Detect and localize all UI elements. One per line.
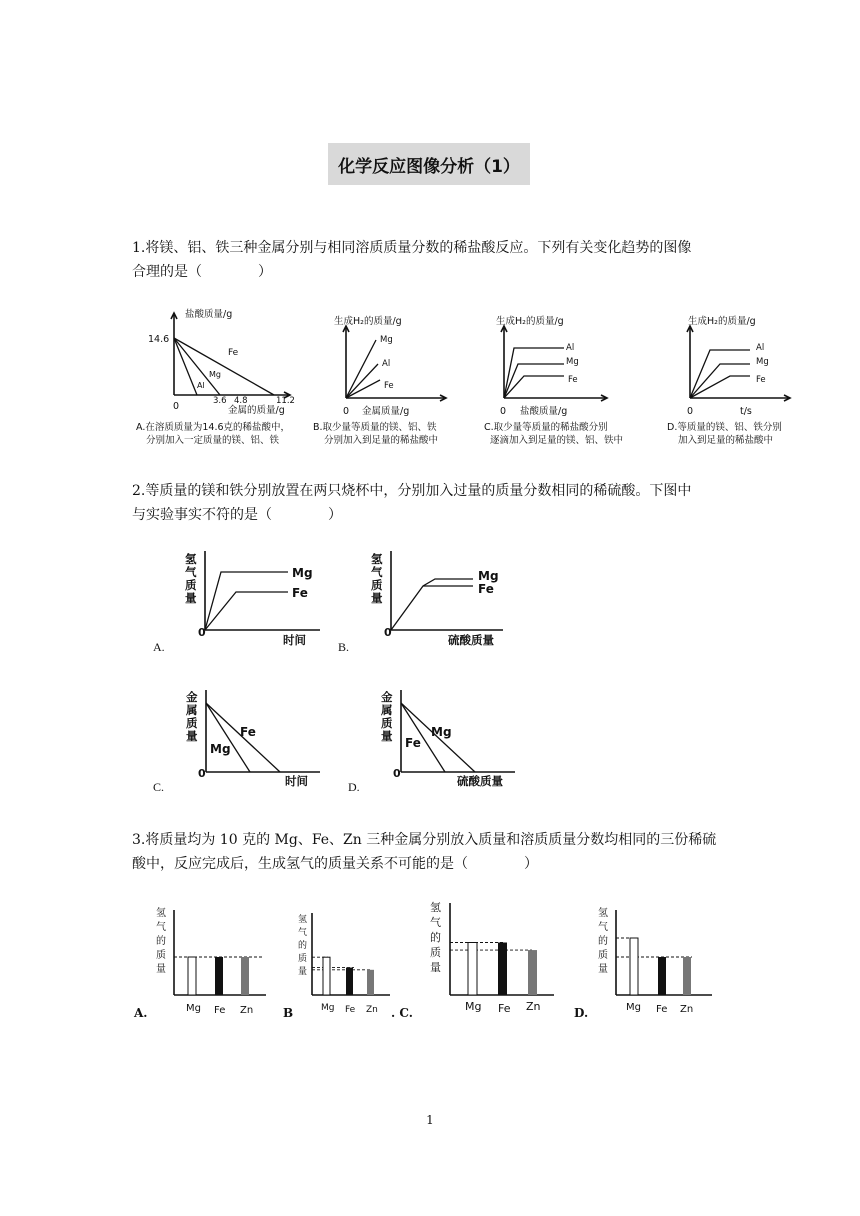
q2c-ylabel-3: 质 <box>186 716 198 730</box>
q2c-label-fe: Fe <box>240 725 256 739</box>
q3-option-d-letter: D. <box>574 1006 589 1020</box>
q2d-label-fe: Fe <box>405 736 421 750</box>
q1c-caption-1: C.取少量等质量的稀盐酸分别 <box>484 422 608 433</box>
q1d-caption-2: 加入到足量的稀盐酸中 <box>678 435 774 446</box>
q2b-label-fe: Fe <box>478 582 494 596</box>
q3b-bar-fe <box>346 968 353 995</box>
q2c-origin: 0 <box>198 767 206 780</box>
q2-text-line2: 与实验事实不符的是（ ） <box>132 507 342 523</box>
q3a-label-mg: Mg <box>186 1003 201 1014</box>
q2d-ylabel-3: 质 <box>381 716 393 730</box>
q2b-ylabel-4: 量 <box>371 591 383 605</box>
q3a-ylabel-5: 量 <box>156 964 166 975</box>
q1b-caption-2: 分别加入到足量的稀盐酸中 <box>324 435 439 446</box>
q2b-label-mg: Mg <box>478 569 499 583</box>
q3a-ylabel-3: 的 <box>156 936 166 947</box>
q2d-ylabel-4: 量 <box>381 729 393 743</box>
q3c-bar-fe <box>498 943 507 996</box>
q2a-ylabel-3: 质 <box>185 578 197 592</box>
q2-text-line1: 2.等质量的镁和铁分别放置在两只烧杯中，分别加入过量的质量分数相同的稀硫酸。下图中 <box>132 483 692 499</box>
q2b-origin: 0 <box>384 626 392 639</box>
q3-option-c-letter: . C. <box>391 1006 413 1020</box>
q3c-ylabel-5: 量 <box>430 961 441 974</box>
q1a-ylabel: 盐酸质量/g <box>185 309 233 320</box>
q2c-ylabel-1: 金 <box>186 690 198 704</box>
q1d-xlabel: t/s <box>740 406 752 417</box>
q3-chart-c <box>424 895 564 1025</box>
q3d-bar-zn <box>683 957 691 995</box>
q3a-ylabel-2: 气 <box>156 922 166 933</box>
q1-text-line1: 1.将镁、铝、铁三种金属分别与相同溶质质量分数的稀盐酸反应。下列有关变化趋势的图像 <box>132 240 692 256</box>
q1-text-line2: 合理的是（ ） <box>132 264 272 280</box>
q3c-label-mg: Mg <box>465 1000 482 1013</box>
q1b-label-al: Al <box>382 359 391 369</box>
page-title: 化学反应图像分析（1） <box>328 143 530 185</box>
q3c-ylabel-2: 气 <box>430 916 441 929</box>
q2d-ylabel-2: 属 <box>381 703 393 717</box>
q3b-label-zn: Zn <box>366 1005 378 1015</box>
q1a-xlabel: 金属的质量/g <box>228 405 285 416</box>
q1-chart-b <box>316 310 466 420</box>
q1d-label-al: Al <box>756 343 765 353</box>
q3a-label-fe: Fe <box>214 1005 226 1016</box>
q3b-ylabel-5: 量 <box>298 967 308 977</box>
q1b-label-mg: Mg <box>380 335 393 345</box>
q3b-ylabel-2: 气 <box>298 928 308 938</box>
q2-option-d: D. <box>348 780 360 794</box>
q1a-xtick-2: 4.8 <box>234 396 248 406</box>
q3a-bar-fe <box>215 957 223 995</box>
q1c-ylabel: 生成H₂的质量/g <box>496 316 564 327</box>
q1d-ylabel: 生成H₂的质量/g <box>688 316 756 327</box>
q3c-bar-mg <box>468 943 477 996</box>
q2b-ylabel-1: 氢 <box>371 552 383 566</box>
q3a-bar-mg <box>188 957 196 995</box>
q2c-ylabel-4: 量 <box>186 729 198 743</box>
q1-chart-a <box>130 305 300 420</box>
q2c-ylabel-2: 属 <box>186 703 198 717</box>
q2a-origin: 0 <box>198 626 206 639</box>
q1c-label-mg: Mg <box>566 357 579 367</box>
q3d-ylabel-1: 氢 <box>598 908 608 919</box>
page-number: 1 <box>426 1113 434 1127</box>
q1b-label-fe: Fe <box>384 381 394 391</box>
q2d-ylabel-1: 金 <box>381 690 393 704</box>
q2c-label-mg: Mg <box>210 742 231 756</box>
q3d-ylabel-2: 气 <box>598 922 608 933</box>
q1b-caption-1: B.取少量等质量的镁、铝、铁 <box>313 422 437 433</box>
q3b-ylabel-4: 质 <box>298 954 308 964</box>
q3c-ylabel-3: 的 <box>430 931 441 944</box>
q1-chart-d <box>662 310 812 420</box>
q1c-label-al: Al <box>566 343 575 353</box>
q3b-ylabel-1: 氢 <box>298 915 308 925</box>
q2-option-b: B. <box>338 640 350 654</box>
q2b-xlabel: 硫酸质量 <box>448 633 494 647</box>
q2-option-a: A. <box>153 640 165 654</box>
q1a-label-fe: Fe <box>228 348 239 358</box>
q3-chart-a <box>148 900 278 1030</box>
q2d-label-mg: Mg <box>431 725 452 739</box>
q1-chart-c <box>482 310 632 420</box>
q3d-bar-mg <box>630 938 638 995</box>
q1c-caption-2: 逐滴加入到足量的镁、铝、铁中 <box>490 435 624 446</box>
q1c-label-fe: Fe <box>568 375 578 385</box>
q2d-origin: 0 <box>393 767 401 780</box>
q3b-bar-zn <box>367 970 374 995</box>
q2b-ylabel-2: 气 <box>371 565 383 579</box>
q2a-ylabel-1: 氢 <box>185 552 197 566</box>
q3d-ylabel-4: 质 <box>598 950 608 961</box>
q3b-label-fe: Fe <box>345 1005 356 1015</box>
q3a-ylabel-1: 氢 <box>156 908 166 919</box>
q2a-ylabel-4: 量 <box>185 591 197 605</box>
q3b-bar-mg <box>323 957 330 995</box>
q2a-label-mg: Mg <box>292 566 313 580</box>
q3-text-line1: 3.将质量均为 10 克的 Mg、Fe、Zn 三种金属分别放入质量和溶质质量分数均相同的三份稀硫 <box>132 832 717 848</box>
q1d-origin: 0 <box>687 406 694 417</box>
q3-option-b-letter: B <box>283 1006 294 1020</box>
q3-chart-d <box>592 900 722 1030</box>
q2d-xlabel: 硫酸质量 <box>457 774 503 788</box>
q1a-caption-2: 分别加入一定质量的镁、铝、铁 <box>146 435 280 446</box>
q2c-xlabel: 时间 <box>285 774 308 788</box>
q1d-label-mg: Mg <box>756 357 769 367</box>
q3d-bar-fe <box>658 957 666 995</box>
q2a-label-fe: Fe <box>292 586 308 600</box>
q3a-bar-zn <box>241 957 249 995</box>
q1a-ytick: 14.6 <box>148 334 170 345</box>
q3d-label-mg: Mg <box>626 1002 641 1013</box>
q1d-label-fe: Fe <box>756 375 766 385</box>
q3c-ylabel-1: 氢 <box>430 901 441 914</box>
q2a-ylabel-2: 气 <box>185 565 197 579</box>
q1b-ylabel: 生成H₂的质量/g <box>334 316 402 327</box>
q1a-label-al: Al <box>197 381 205 390</box>
q3c-bar-zn <box>528 950 537 995</box>
q2b-ylabel-3: 质 <box>371 578 383 592</box>
q1a-xtick-3: 11.2 <box>276 396 295 406</box>
q3c-label-zn: Zn <box>526 1000 541 1013</box>
q1a-label-mg: Mg <box>209 370 221 379</box>
q1c-xlabel: 盐酸质量/g <box>520 406 568 417</box>
q2-chart-c <box>180 685 330 793</box>
q1b-origin: 0 <box>343 406 350 417</box>
q3b-ylabel-3: 的 <box>298 941 308 951</box>
q3-option-a-letter: A. <box>134 1006 148 1020</box>
q2-option-c: C. <box>153 780 165 794</box>
q1a-origin: 0 <box>173 401 180 412</box>
q3d-ylabel-3: 的 <box>598 936 608 947</box>
q3d-label-fe: Fe <box>656 1004 668 1015</box>
q3c-label-fe: Fe <box>498 1002 511 1015</box>
q3a-label-zn: Zn <box>240 1005 254 1016</box>
q3d-label-zn: Zn <box>680 1004 694 1015</box>
q3d-ylabel-5: 量 <box>598 964 608 975</box>
q2a-xlabel: 时间 <box>283 633 306 647</box>
q2-chart-b <box>363 543 513 651</box>
q3a-ylabel-4: 质 <box>156 950 166 961</box>
q1b-xlabel: 金属质量/g <box>362 406 410 417</box>
q3b-label-mg: Mg <box>321 1003 335 1013</box>
q1c-origin: 0 <box>500 406 507 417</box>
q3-text-line2: 酸中，反应完成后，生成氢气的质量关系不可能的是（ ） <box>132 856 538 872</box>
q2-chart-a <box>180 543 330 651</box>
q2-chart-d <box>375 685 525 793</box>
q1d-caption-1: D.等质量的镁、铝、铁分别 <box>667 422 782 433</box>
q1a-caption-1: A.在溶质质量为14.6克的稀盐酸中， <box>136 422 291 433</box>
q3c-ylabel-4: 质 <box>430 946 441 959</box>
q1a-xtick-1: 3.6 <box>213 396 227 406</box>
